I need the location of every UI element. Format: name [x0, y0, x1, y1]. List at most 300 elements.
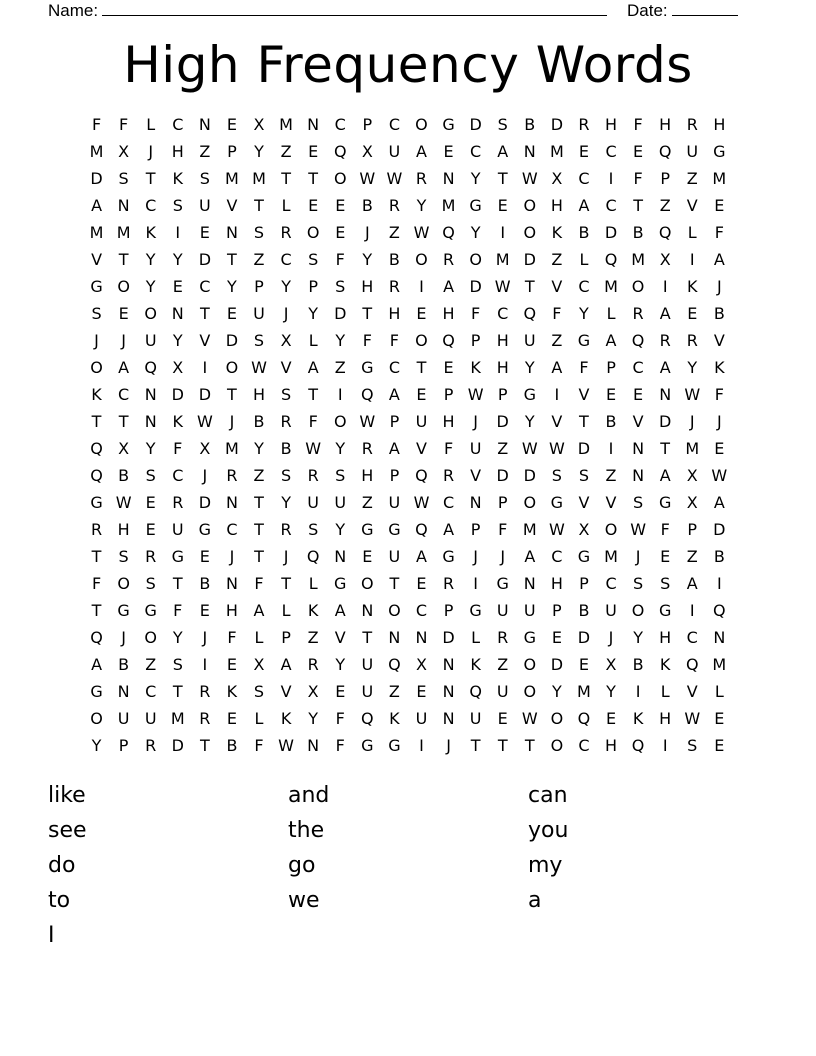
grid-letter[interactable]: E: [687, 304, 698, 323]
grid-letter[interactable]: K: [470, 358, 481, 377]
grid-letter[interactable]: U: [117, 709, 130, 728]
name-field[interactable]: [48, 0, 607, 20]
grid-letter[interactable]: R: [90, 520, 103, 539]
grid-letter[interactable]: D: [604, 223, 618, 242]
grid-letter[interactable]: T: [172, 574, 183, 593]
grid-letter[interactable]: F: [443, 439, 454, 458]
grid-letter[interactable]: X: [118, 439, 130, 458]
grid-letter[interactable]: O: [523, 196, 537, 215]
grid-letter[interactable]: D: [90, 169, 103, 188]
grid-letter[interactable]: T: [497, 169, 508, 188]
grid-letter[interactable]: C: [632, 358, 644, 377]
grid-letter[interactable]: W: [115, 493, 132, 512]
grid-letter[interactable]: T: [172, 682, 183, 701]
grid-letter[interactable]: A: [659, 466, 671, 485]
grid-letter[interactable]: G: [523, 385, 536, 404]
grid-letter[interactable]: A: [416, 142, 427, 161]
grid-letter[interactable]: V: [91, 250, 103, 269]
grid-letter[interactable]: Z: [551, 331, 563, 350]
grid-letter[interactable]: D: [334, 304, 347, 323]
grid-letter[interactable]: E: [416, 682, 427, 701]
grid-letter[interactable]: H: [605, 115, 618, 134]
grid-letter[interactable]: W: [684, 709, 701, 728]
grid-letter[interactable]: U: [144, 331, 157, 350]
grid-letter[interactable]: T: [199, 736, 210, 755]
grid-letter[interactable]: P: [470, 331, 481, 350]
grid-letter[interactable]: H: [550, 574, 563, 593]
grid-letter[interactable]: G: [388, 520, 401, 539]
grid-letter[interactable]: P: [281, 628, 291, 647]
grid-letter[interactable]: J: [121, 628, 126, 647]
grid-letter[interactable]: X: [415, 655, 427, 674]
grid-letter[interactable]: F: [335, 709, 345, 728]
grid-letter[interactable]: E: [199, 601, 210, 620]
grid-letter[interactable]: N: [632, 439, 645, 458]
grid-letter[interactable]: D: [442, 628, 455, 647]
grid-letter[interactable]: Z: [605, 466, 617, 485]
grid-letter[interactable]: P: [254, 277, 264, 296]
grid-letter[interactable]: D: [577, 439, 591, 458]
grid-letter[interactable]: G: [388, 736, 401, 755]
grid-letter[interactable]: L: [281, 196, 291, 215]
grid-letter[interactable]: Y: [254, 142, 264, 161]
grid-letter[interactable]: A: [118, 358, 130, 377]
grid-letter[interactable]: E: [145, 493, 156, 512]
grid-letter[interactable]: G: [117, 601, 130, 620]
grid-letter[interactable]: S: [172, 196, 183, 215]
grid-letter[interactable]: U: [144, 709, 157, 728]
grid-letter[interactable]: Q: [631, 736, 645, 755]
grid-letter[interactable]: R: [280, 412, 292, 431]
grid-letter[interactable]: Y: [335, 331, 346, 350]
grid-letter[interactable]: R: [307, 655, 319, 674]
grid-letter[interactable]: T: [281, 574, 291, 593]
grid-letter[interactable]: R: [578, 115, 590, 134]
grid-letter[interactable]: Q: [306, 547, 320, 566]
grid-letter[interactable]: E: [416, 574, 427, 593]
grid-letter[interactable]: L: [308, 331, 318, 350]
grid-letter[interactable]: T: [362, 304, 373, 323]
grid-letter[interactable]: V: [713, 331, 725, 350]
grid-letter[interactable]: E: [443, 358, 454, 377]
grid-letter[interactable]: B: [253, 412, 265, 431]
grid-letter[interactable]: D: [469, 277, 482, 296]
grid-letter[interactable]: E: [660, 547, 671, 566]
grid-letter[interactable]: I: [662, 277, 668, 296]
grid-letter[interactable]: N: [442, 709, 455, 728]
grid-letter[interactable]: F: [173, 601, 183, 620]
grid-letter[interactable]: U: [361, 655, 374, 674]
grid-letter[interactable]: X: [686, 466, 698, 485]
grid-letter[interactable]: R: [172, 493, 184, 512]
grid-letter[interactable]: G: [144, 601, 157, 620]
grid-letter[interactable]: W: [521, 169, 538, 188]
grid-letter[interactable]: A: [253, 601, 265, 620]
grid-letter[interactable]: R: [442, 574, 455, 593]
grid-letter[interactable]: P: [497, 493, 508, 512]
grid-letter[interactable]: B: [388, 250, 400, 269]
grid-letter[interactable]: Y: [362, 250, 373, 269]
grid-letter[interactable]: O: [550, 736, 564, 755]
grid-letter[interactable]: N: [388, 628, 401, 647]
grid-letter[interactable]: U: [496, 682, 509, 701]
grid-letter[interactable]: W: [521, 709, 538, 728]
grid-letter[interactable]: K: [632, 709, 644, 728]
grid-letter[interactable]: A: [497, 142, 509, 161]
grid-letter[interactable]: G: [442, 547, 455, 566]
grid-letter[interactable]: A: [334, 601, 346, 620]
grid-letter[interactable]: W: [305, 439, 322, 458]
grid-letter[interactable]: V: [226, 196, 238, 215]
grid-letter[interactable]: S: [281, 466, 292, 485]
grid-letter[interactable]: Z: [497, 655, 509, 674]
grid-letter[interactable]: C: [470, 142, 482, 161]
grid-letter[interactable]: T: [254, 520, 264, 539]
grid-letter[interactable]: R: [145, 736, 157, 755]
grid-letter[interactable]: N: [713, 628, 726, 647]
grid-letter[interactable]: E: [308, 196, 319, 215]
grid-letter[interactable]: T: [524, 277, 535, 296]
grid-letter[interactable]: U: [253, 304, 265, 323]
grid-letter[interactable]: E: [497, 196, 508, 215]
grid-letter[interactable]: N: [225, 574, 238, 593]
grid-letter[interactable]: C: [578, 169, 590, 188]
grid-letter[interactable]: V: [686, 682, 698, 701]
grid-letter[interactable]: Q: [361, 385, 374, 404]
grid-letter[interactable]: C: [388, 358, 400, 377]
grid-letter[interactable]: U: [523, 601, 536, 620]
grid-letter[interactable]: E: [578, 655, 589, 674]
grid-letter[interactable]: Q: [144, 358, 157, 377]
grid-letter[interactable]: U: [388, 493, 401, 512]
grid-letter[interactable]: T: [227, 385, 237, 404]
grid-letter[interactable]: N: [144, 412, 157, 431]
grid-letter[interactable]: U: [198, 196, 211, 215]
grid-letter[interactable]: T: [254, 196, 264, 215]
grid-letter[interactable]: L: [471, 628, 481, 647]
grid-letter[interactable]: Y: [145, 439, 156, 458]
grid-letter[interactable]: I: [337, 385, 343, 404]
grid-letter[interactable]: A: [443, 277, 455, 296]
grid-letter[interactable]: Z: [145, 655, 157, 674]
grid-letter[interactable]: Y: [254, 439, 264, 458]
grid-letter[interactable]: U: [686, 142, 699, 161]
grid-letter[interactable]: I: [689, 250, 695, 269]
grid-letter[interactable]: F: [254, 574, 264, 593]
grid-letter[interactable]: D: [496, 466, 509, 485]
grid-letter[interactable]: Z: [551, 250, 563, 269]
grid-letter[interactable]: F: [362, 331, 372, 350]
grid-letter[interactable]: W: [521, 439, 538, 458]
grid-letter[interactable]: P: [606, 358, 616, 377]
grid-letter[interactable]: A: [91, 655, 103, 674]
grid-letter[interactable]: R: [686, 331, 698, 350]
grid-letter[interactable]: J: [689, 412, 695, 431]
grid-letter[interactable]: E: [633, 142, 644, 161]
grid-letter[interactable]: P: [579, 574, 589, 593]
name-blank-line[interactable]: [102, 0, 607, 16]
grid-letter[interactable]: P: [470, 520, 481, 539]
grid-letter[interactable]: H: [361, 466, 374, 485]
grid-letter[interactable]: T: [91, 601, 102, 620]
grid-letter[interactable]: L: [254, 628, 264, 647]
grid-letter[interactable]: E: [443, 142, 454, 161]
grid-letter[interactable]: U: [361, 682, 374, 701]
grid-letter[interactable]: J: [500, 547, 506, 566]
grid-letter[interactable]: Y: [335, 655, 346, 674]
grid-letter[interactable]: K: [145, 223, 156, 242]
grid-letter[interactable]: A: [578, 196, 590, 215]
grid-letter[interactable]: E: [714, 196, 725, 215]
grid-letter[interactable]: X: [172, 358, 184, 377]
grid-letter[interactable]: W: [494, 277, 511, 296]
grid-letter[interactable]: J: [446, 736, 451, 755]
grid-letter[interactable]: A: [524, 547, 536, 566]
grid-letter[interactable]: O: [631, 277, 645, 296]
grid-letter[interactable]: K: [91, 385, 102, 404]
grid-letter[interactable]: Q: [90, 466, 103, 485]
word-search-grid[interactable]: [83, 111, 733, 759]
grid-letter[interactable]: N: [632, 466, 645, 485]
grid-letter[interactable]: O: [388, 601, 401, 620]
grid-letter[interactable]: D: [198, 385, 212, 404]
grid-letter[interactable]: T: [91, 412, 102, 431]
grid-letter[interactable]: O: [604, 520, 618, 539]
grid-letter[interactable]: Y: [227, 277, 237, 296]
grid-letter[interactable]: D: [550, 115, 564, 134]
grid-letter[interactable]: K: [172, 169, 184, 188]
grid-letter[interactable]: D: [523, 250, 536, 269]
grid-letter[interactable]: U: [496, 601, 509, 620]
grid-letter[interactable]: O: [144, 628, 157, 647]
grid-letter[interactable]: E: [335, 682, 346, 701]
grid-letter[interactable]: B: [632, 223, 644, 242]
grid-letter[interactable]: C: [226, 520, 238, 539]
grid-letter[interactable]: F: [633, 115, 643, 134]
grid-letter[interactable]: U: [469, 439, 482, 458]
grid-letter[interactable]: W: [386, 169, 403, 188]
grid-letter[interactable]: Q: [361, 709, 374, 728]
grid-letter[interactable]: Y: [524, 412, 535, 431]
grid-letter[interactable]: B: [361, 196, 373, 215]
grid-letter[interactable]: J: [283, 304, 289, 323]
grid-letter[interactable]: Q: [90, 439, 103, 458]
grid-letter[interactable]: Q: [442, 331, 455, 350]
grid-letter[interactable]: B: [578, 601, 590, 620]
grid-letter[interactable]: E: [578, 142, 589, 161]
grid-letter[interactable]: X: [118, 142, 130, 161]
grid-letter[interactable]: F: [471, 304, 481, 323]
grid-letter[interactable]: Q: [469, 682, 482, 701]
grid-letter[interactable]: C: [172, 115, 184, 134]
grid-letter[interactable]: F: [714, 385, 724, 404]
grid-letter[interactable]: E: [714, 709, 725, 728]
grid-letter[interactable]: Q: [90, 628, 103, 647]
grid-letter[interactable]: K: [172, 412, 184, 431]
grid-letter[interactable]: T: [281, 169, 291, 188]
grid-letter[interactable]: V: [605, 493, 617, 512]
grid-letter[interactable]: X: [199, 439, 211, 458]
grid-letter[interactable]: L: [714, 682, 724, 701]
grid-letter[interactable]: N: [117, 682, 130, 701]
grid-letter[interactable]: Y: [281, 277, 291, 296]
grid-letter[interactable]: W: [278, 736, 294, 755]
grid-letter[interactable]: G: [658, 601, 672, 620]
grid-letter[interactable]: Y: [633, 628, 643, 647]
grid-letter[interactable]: V: [686, 196, 698, 215]
grid-letter[interactable]: O: [523, 223, 537, 242]
grid-letter[interactable]: D: [577, 628, 591, 647]
grid-letter[interactable]: L: [281, 601, 291, 620]
grid-letter[interactable]: Z: [659, 196, 671, 215]
grid-letter[interactable]: K: [659, 655, 671, 674]
grid-letter[interactable]: C: [605, 142, 617, 161]
grid-letter[interactable]: A: [659, 358, 671, 377]
grid-letter[interactable]: Y: [308, 304, 319, 323]
grid-letter[interactable]: F: [714, 223, 724, 242]
grid-letter[interactable]: M: [89, 142, 104, 161]
grid-letter[interactable]: A: [443, 520, 455, 539]
grid-letter[interactable]: G: [90, 682, 103, 701]
grid-letter[interactable]: T: [362, 628, 373, 647]
grid-letter[interactable]: D: [659, 412, 672, 431]
grid-letter[interactable]: U: [415, 709, 428, 728]
grid-letter[interactable]: I: [175, 223, 181, 242]
grid-letter[interactable]: T: [389, 574, 400, 593]
grid-letter[interactable]: R: [307, 466, 319, 485]
grid-letter[interactable]: F: [173, 439, 183, 458]
grid-letter[interactable]: L: [606, 304, 616, 323]
grid-letter[interactable]: E: [226, 115, 237, 134]
grid-letter[interactable]: K: [714, 358, 725, 377]
grid-letter[interactable]: C: [578, 736, 590, 755]
grid-letter[interactable]: C: [605, 196, 617, 215]
grid-letter[interactable]: N: [225, 223, 238, 242]
grid-letter[interactable]: G: [658, 493, 672, 512]
grid-letter[interactable]: J: [716, 412, 722, 431]
grid-letter[interactable]: O: [550, 709, 564, 728]
grid-letter[interactable]: G: [496, 574, 509, 593]
grid-letter[interactable]: R: [388, 196, 400, 215]
grid-letter[interactable]: J: [148, 142, 154, 161]
grid-letter[interactable]: A: [388, 385, 400, 404]
grid-letter[interactable]: S: [308, 520, 319, 539]
grid-letter[interactable]: E: [605, 709, 617, 728]
grid-letter[interactable]: Y: [335, 439, 346, 458]
grid-letter[interactable]: H: [171, 142, 184, 161]
grid-letter[interactable]: R: [226, 466, 238, 485]
grid-letter[interactable]: V: [578, 493, 590, 512]
grid-letter[interactable]: S: [497, 115, 508, 134]
grid-letter[interactable]: P: [443, 601, 454, 620]
grid-letter[interactable]: W: [359, 412, 376, 431]
grid-letter[interactable]: K: [687, 277, 698, 296]
grid-letter[interactable]: A: [659, 304, 671, 323]
grid-letter[interactable]: H: [605, 736, 618, 755]
grid-letter[interactable]: E: [226, 709, 237, 728]
grid-letter[interactable]: Q: [713, 601, 726, 620]
grid-letter[interactable]: V: [199, 331, 211, 350]
grid-letter[interactable]: B: [199, 574, 211, 593]
grid-letter[interactable]: M: [631, 250, 645, 269]
grid-letter[interactable]: H: [442, 412, 455, 431]
grid-letter[interactable]: Y: [145, 250, 156, 269]
grid-letter[interactable]: U: [469, 709, 482, 728]
grid-letter[interactable]: R: [388, 277, 400, 296]
grid-letter[interactable]: D: [198, 493, 212, 512]
grid-letter[interactable]: B: [280, 439, 292, 458]
grid-letter[interactable]: T: [227, 250, 237, 269]
grid-letter[interactable]: G: [90, 277, 103, 296]
grid-letter[interactable]: I: [662, 736, 668, 755]
grid-letter[interactable]: W: [413, 223, 430, 242]
grid-letter[interactable]: W: [630, 520, 647, 539]
grid-letter[interactable]: X: [605, 655, 617, 674]
grid-letter[interactable]: O: [415, 115, 428, 134]
grid-letter[interactable]: Y: [172, 250, 183, 269]
grid-letter[interactable]: C: [145, 196, 157, 215]
grid-letter[interactable]: F: [579, 358, 589, 377]
grid-letter[interactable]: S: [335, 277, 346, 296]
grid-letter[interactable]: O: [631, 601, 645, 620]
grid-letter[interactable]: P: [389, 412, 400, 431]
grid-letter[interactable]: P: [497, 385, 508, 404]
grid-letter[interactable]: M: [685, 439, 700, 458]
grid-letter[interactable]: M: [549, 142, 564, 161]
grid-letter[interactable]: M: [522, 520, 537, 539]
grid-letter[interactable]: I: [202, 358, 208, 377]
grid-letter[interactable]: X: [578, 520, 590, 539]
grid-letter[interactable]: I: [608, 169, 614, 188]
grid-letter[interactable]: R: [199, 709, 211, 728]
grid-letter[interactable]: F: [335, 736, 345, 755]
grid-letter[interactable]: G: [523, 628, 536, 647]
grid-letter[interactable]: C: [415, 601, 428, 620]
grid-letter[interactable]: T: [416, 358, 427, 377]
grid-letter[interactable]: X: [551, 169, 563, 188]
grid-letter[interactable]: L: [579, 250, 589, 269]
grid-letter[interactable]: X: [307, 682, 319, 701]
grid-letter[interactable]: R: [497, 628, 509, 647]
grid-letter[interactable]: Q: [415, 466, 428, 485]
grid-letter[interactable]: J: [94, 331, 99, 350]
grid-letter[interactable]: T: [660, 439, 671, 458]
grid-letter[interactable]: C: [497, 304, 509, 323]
grid-letter[interactable]: D: [171, 736, 184, 755]
grid-letter[interactable]: M: [279, 115, 293, 134]
grid-letter[interactable]: G: [577, 547, 591, 566]
grid-letter[interactable]: Q: [415, 520, 428, 539]
grid-letter[interactable]: J: [364, 223, 370, 242]
grid-letter[interactable]: F: [660, 520, 670, 539]
grid-letter[interactable]: O: [306, 223, 320, 242]
grid-letter[interactable]: I: [635, 682, 641, 701]
grid-letter[interactable]: L: [687, 223, 697, 242]
grid-letter[interactable]: P: [362, 115, 373, 134]
grid-letter[interactable]: T: [91, 547, 102, 566]
grid-letter[interactable]: E: [416, 385, 427, 404]
grid-letter[interactable]: H: [388, 304, 401, 323]
grid-letter[interactable]: A: [713, 250, 725, 269]
grid-letter[interactable]: S: [145, 466, 156, 485]
grid-letter[interactable]: W: [251, 358, 267, 377]
grid-letter[interactable]: A: [307, 358, 319, 377]
grid-letter[interactable]: G: [469, 196, 482, 215]
grid-letter[interactable]: E: [308, 142, 319, 161]
grid-letter[interactable]: G: [361, 358, 374, 377]
grid-letter[interactable]: B: [632, 655, 644, 674]
grid-letter[interactable]: T: [145, 169, 156, 188]
